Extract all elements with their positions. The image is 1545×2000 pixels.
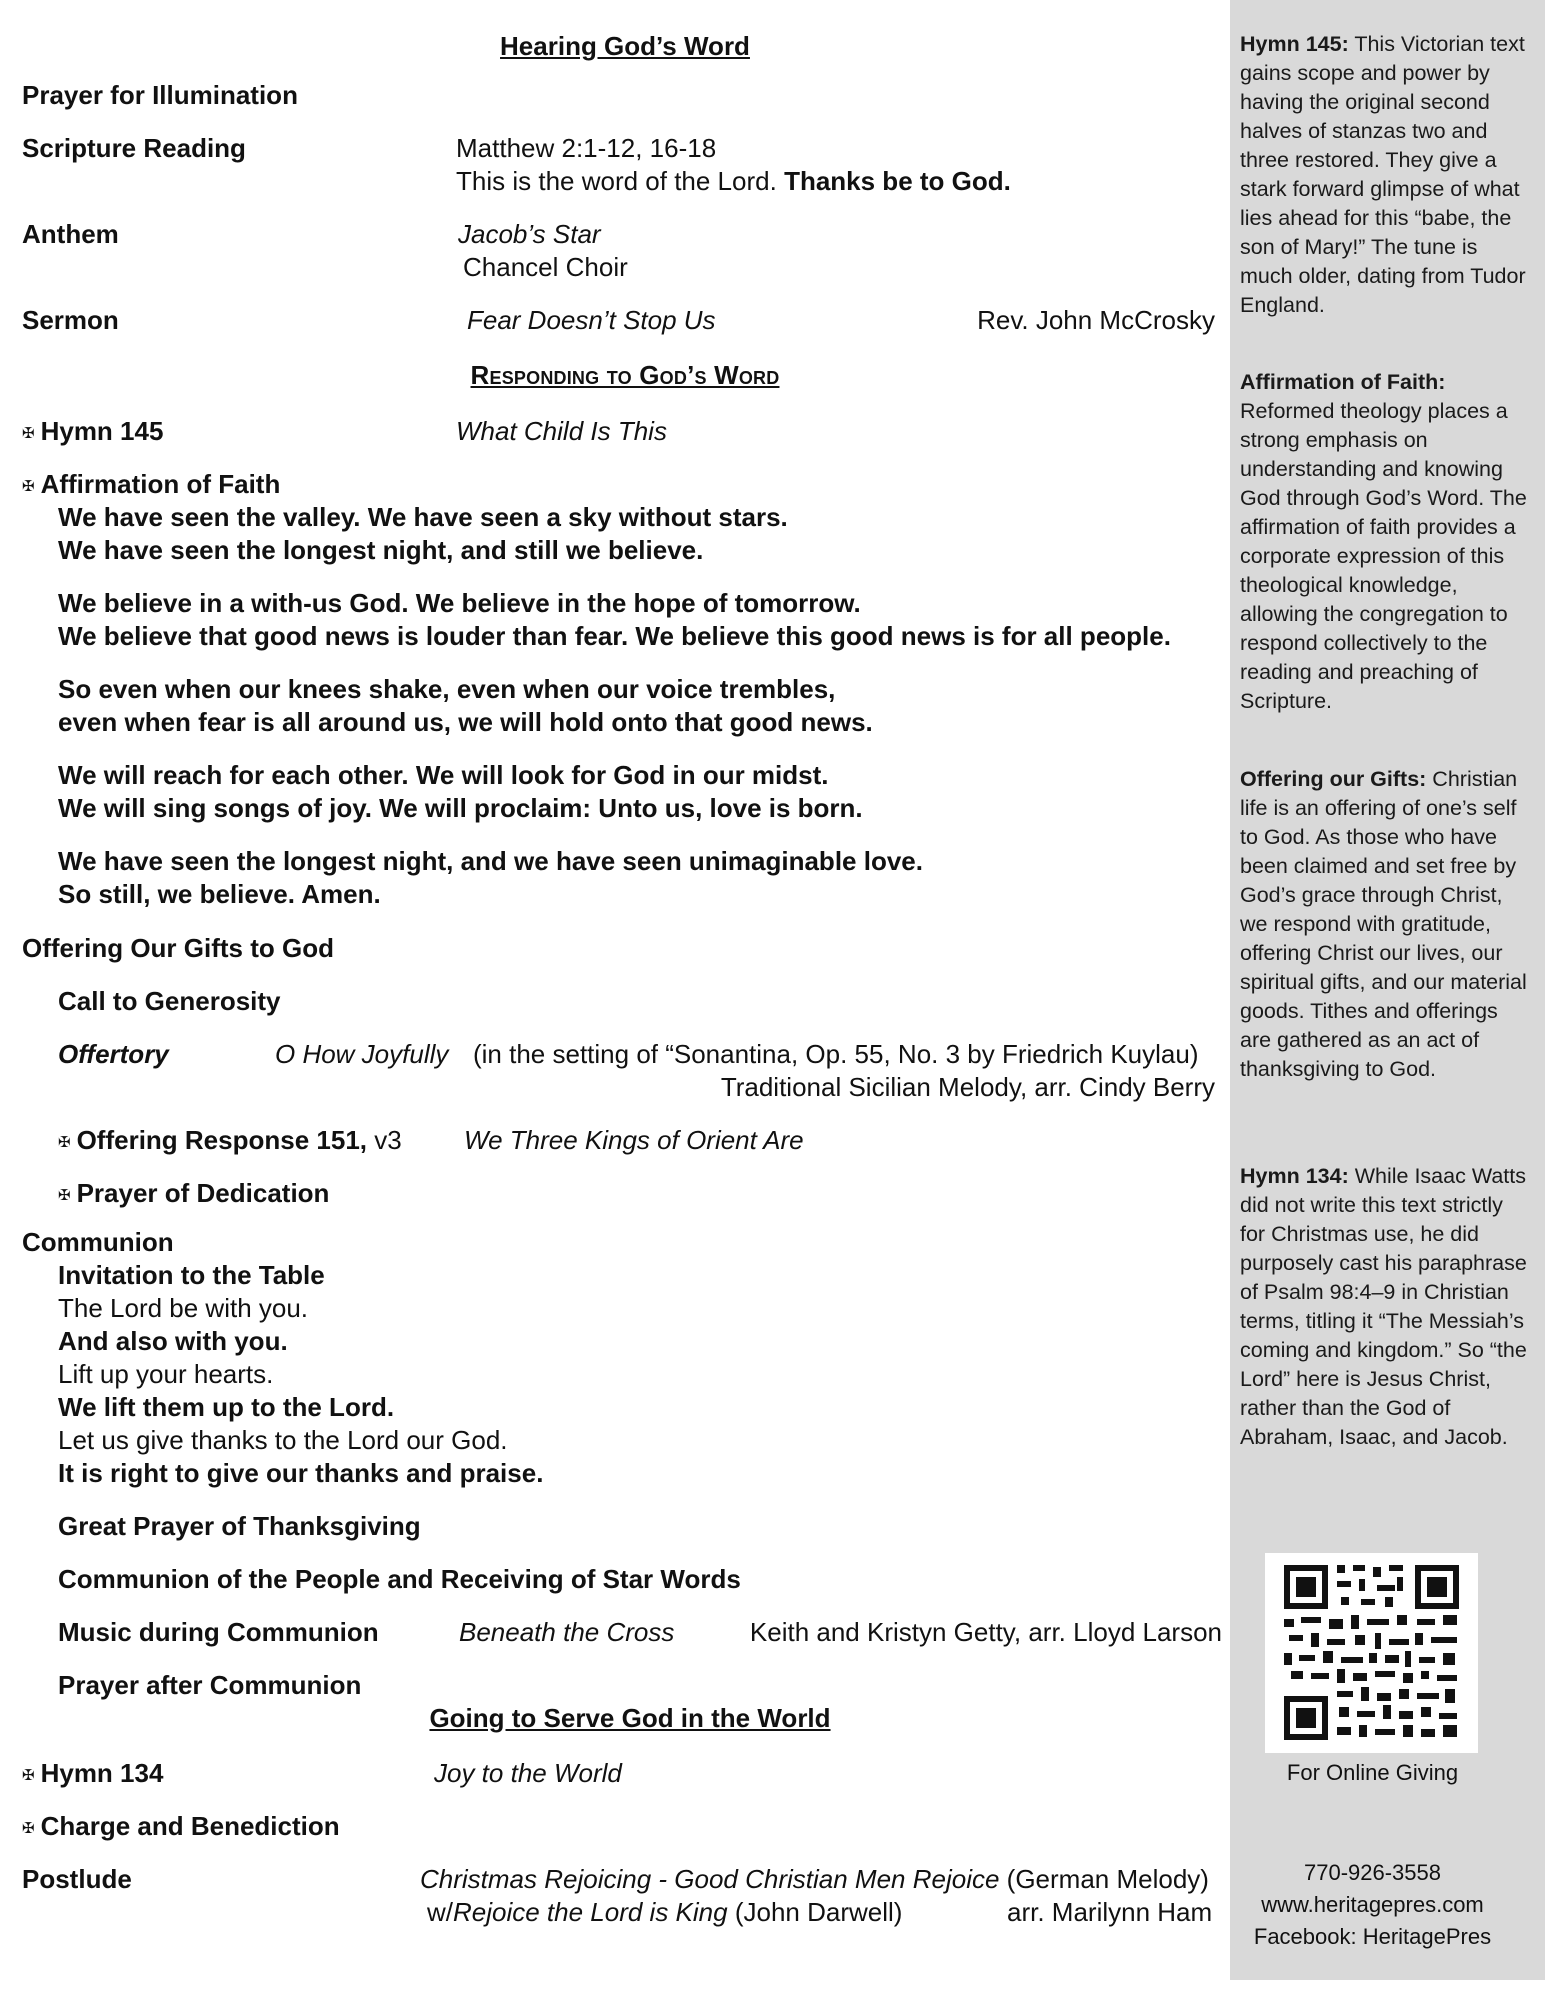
contact-website[interactable]: www.heritagepres.com bbox=[1261, 1892, 1484, 1917]
cross-icon: ✠ bbox=[22, 478, 35, 495]
anthem-label: Anthem bbox=[22, 219, 119, 249]
note-hymn-134 bbox=[1240, 1162, 1530, 1452]
cross-icon: ✠ bbox=[22, 425, 35, 442]
communion-dialogue-line: We lift them up to the Lord. bbox=[58, 1392, 395, 1422]
affirmation-line: We believe that good news is louder than fear. We believe this good news is for all people. bbox=[58, 621, 1171, 651]
section-heading-responding: Responding to God’s Word bbox=[470, 360, 780, 390]
note-head: Offering our Gifts: bbox=[1240, 767, 1427, 791]
offertory-setting: (in the setting of “Sonantina, Op. 55, No. 3 by Friedrich Kuylau) bbox=[473, 1039, 1199, 1069]
music-communion-label: Music during Communion bbox=[58, 1617, 379, 1647]
cross-icon: ✠ bbox=[58, 1134, 71, 1151]
charge-row bbox=[22, 1810, 340, 1847]
postlude-line-1 bbox=[420, 1863, 1209, 1896]
communion-dialogue-line: It is right to give our thanks and praise. bbox=[58, 1458, 544, 1488]
music-communion-title: Beneath the Cross bbox=[459, 1617, 675, 1647]
qr-code-icon[interactable] bbox=[1265, 1553, 1478, 1753]
prayer-after-communion: Prayer after Communion bbox=[58, 1670, 362, 1700]
hymn-134-title: Joy to the World bbox=[434, 1758, 622, 1788]
note-body: This Victorian text gains scope and power by having the original second halves of stanzas two and three restored. They give a stark forward glimpse of what lies ahead for this “babe, the son of Mary!” The tune is much older, dating from Tudor England. bbox=[1240, 32, 1526, 317]
dedication-label: Prayer of Dedication bbox=[76, 1178, 330, 1208]
communion-dialogue-line: And also with you. bbox=[58, 1326, 288, 1356]
affirmation-line: We will sing songs of joy. We will proclaim: Unto us, love is born. bbox=[58, 793, 863, 823]
postlude-arranger: arr. Marilynn Ham bbox=[1007, 1897, 1213, 1927]
scripture-response-line bbox=[456, 165, 1011, 198]
affirmation-line: even when fear is all around us, we will hold onto that good news. bbox=[58, 707, 873, 737]
note-hymn-145 bbox=[1240, 30, 1530, 320]
affirmation-line: We have seen the longest night, and we have seen unimaginable love. bbox=[58, 846, 923, 876]
postlude-title-1: Christmas Rejoicing - Good Christian Men Rejoice bbox=[420, 1864, 1000, 1894]
offering-response-row bbox=[58, 1124, 402, 1161]
offering-response-verse: v3 bbox=[367, 1125, 402, 1155]
online-giving-caption: For Online Giving bbox=[1286, 1760, 1459, 1785]
hymn-145-row bbox=[22, 415, 163, 452]
charge-label: Charge and Benediction bbox=[40, 1811, 340, 1841]
communion-dialogue-line: Lift up your hearts. bbox=[58, 1359, 274, 1389]
contact-facebook[interactable]: Facebook: HeritagePres bbox=[1253, 1924, 1492, 1949]
offertory-title: O How Joyfully bbox=[275, 1039, 449, 1069]
dedication-row bbox=[58, 1177, 329, 1214]
communion-dialogue-line: The Lord be with you. bbox=[58, 1293, 309, 1323]
postlude-line-2 bbox=[427, 1896, 902, 1929]
anthem-performer: Chancel Choir bbox=[463, 252, 628, 282]
postlude-label: Postlude bbox=[22, 1864, 132, 1894]
affirmation-line: We have seen the valley. We have seen a sky without stars. bbox=[58, 502, 788, 532]
sermon-preacher: Rev. John McCrosky bbox=[977, 305, 1215, 335]
section-heading-going: Going to Serve God in the World bbox=[429, 1703, 831, 1733]
affirmation-line: We will reach for each other. We will look for God in our midst. bbox=[58, 760, 829, 790]
note-affirmation bbox=[1240, 368, 1530, 716]
offertory-label: Offertory bbox=[58, 1039, 169, 1069]
great-prayer: Great Prayer of Thanksgiving bbox=[58, 1511, 421, 1541]
cross-icon: ✠ bbox=[22, 1767, 35, 1784]
affirmation-line: We have seen the longest night, and still we believe. bbox=[58, 535, 704, 565]
note-body: While Isaac Watts did not write this text strictly for Christmas use, he did purposely cast his paraphrase of Psalm 98:4–9 in Christian terms, titling it “The Messiah’s coming and kingdom.” So “the Lord” here is Jesus Christ, rather than the God of Abraham, Isaac, and Jacob. bbox=[1240, 1164, 1527, 1449]
sermon-label: Sermon bbox=[22, 305, 119, 335]
affirmation-line: So even when our knees shake, even when our voice trembles, bbox=[58, 674, 836, 704]
section-heading-hearing: Hearing God’s Word bbox=[500, 31, 750, 61]
cross-icon: ✠ bbox=[58, 1187, 71, 1204]
hymn-145-title: What Child Is This bbox=[456, 416, 667, 446]
postlude-origin-1: (German Melody) bbox=[999, 1864, 1209, 1894]
note-head: Affirmation of Faith: bbox=[1240, 370, 1446, 394]
communion-heading: Communion bbox=[22, 1227, 174, 1257]
postlude-title-2: Rejoice the Lord is King bbox=[453, 1897, 728, 1927]
note-head: Hymn 145: bbox=[1240, 32, 1349, 56]
affirmation-label: Affirmation of Faith bbox=[40, 469, 281, 499]
note-body: Christian life is an offering of one’s self to God. As those who have been claimed and set free by God’s grace through Christ, we respond with gratitude, offering Christ our lives, our spiritual gifts, and our material goods. Tithes and offerings are gathered as an act of thanksgiving to God. bbox=[1240, 767, 1527, 1081]
note-body: Reformed theology places a strong emphasis on understanding and knowing God through God’s Word. The affirmation of faith provides a corporate expression of this theological knowledge, allowing the congregation to respond collectively to the reading and preaching of Scripture. bbox=[1240, 399, 1527, 713]
cross-icon: ✠ bbox=[22, 1820, 35, 1837]
note-head: Hymn 134: bbox=[1240, 1164, 1349, 1188]
offering-response-title: We Three Kings of Orient Are bbox=[464, 1125, 804, 1155]
affirmation-line: So still, we believe. Amen. bbox=[58, 879, 381, 909]
communion-dialogue-line: Let us give thanks to the Lord our God. bbox=[58, 1425, 508, 1455]
postlude-prefix-2: w/ bbox=[427, 1897, 453, 1927]
scripture-ref: Matthew 2:1-12, 16-18 bbox=[456, 133, 717, 163]
invitation-to-table: Invitation to the Table bbox=[58, 1260, 325, 1290]
prayer-illumination: Prayer for Illumination bbox=[22, 80, 298, 110]
offering-response-label: Offering Response 151, bbox=[76, 1125, 367, 1155]
call-to-generosity: Call to Generosity bbox=[58, 986, 281, 1016]
postlude-origin-2: (John Darwell) bbox=[727, 1897, 903, 1927]
scripture-word: This is the word of the Lord. bbox=[456, 166, 777, 196]
affirmation-row bbox=[22, 468, 280, 505]
note-offering bbox=[1240, 765, 1530, 1084]
sermon-title: Fear Doesn’t Stop Us bbox=[467, 305, 716, 335]
scripture-label: Scripture Reading bbox=[22, 133, 246, 163]
contact-phone[interactable]: 770-926-3558 bbox=[1303, 1860, 1441, 1885]
music-communion-credit: Keith and Kristyn Getty, arr. Lloyd Larson bbox=[749, 1617, 1222, 1647]
affirmation-line: We believe in a with-us God. We believe in the hope of tomorrow. bbox=[58, 588, 861, 618]
scripture-response: Thanks be to God. bbox=[784, 166, 1011, 196]
offering-heading: Offering Our Gifts to God bbox=[22, 933, 334, 963]
hymn-134-label: Hymn 134 bbox=[40, 1758, 164, 1788]
hymn-145-label: Hymn 145 bbox=[40, 416, 164, 446]
communion-of-people: Communion of the People and Receiving of Star Words bbox=[58, 1564, 741, 1594]
offertory-melody: Traditional Sicilian Melody, arr. Cindy Berry bbox=[720, 1072, 1215, 1102]
anthem-title: Jacob’s Star bbox=[458, 219, 601, 249]
hymn-134-row bbox=[22, 1757, 163, 1794]
